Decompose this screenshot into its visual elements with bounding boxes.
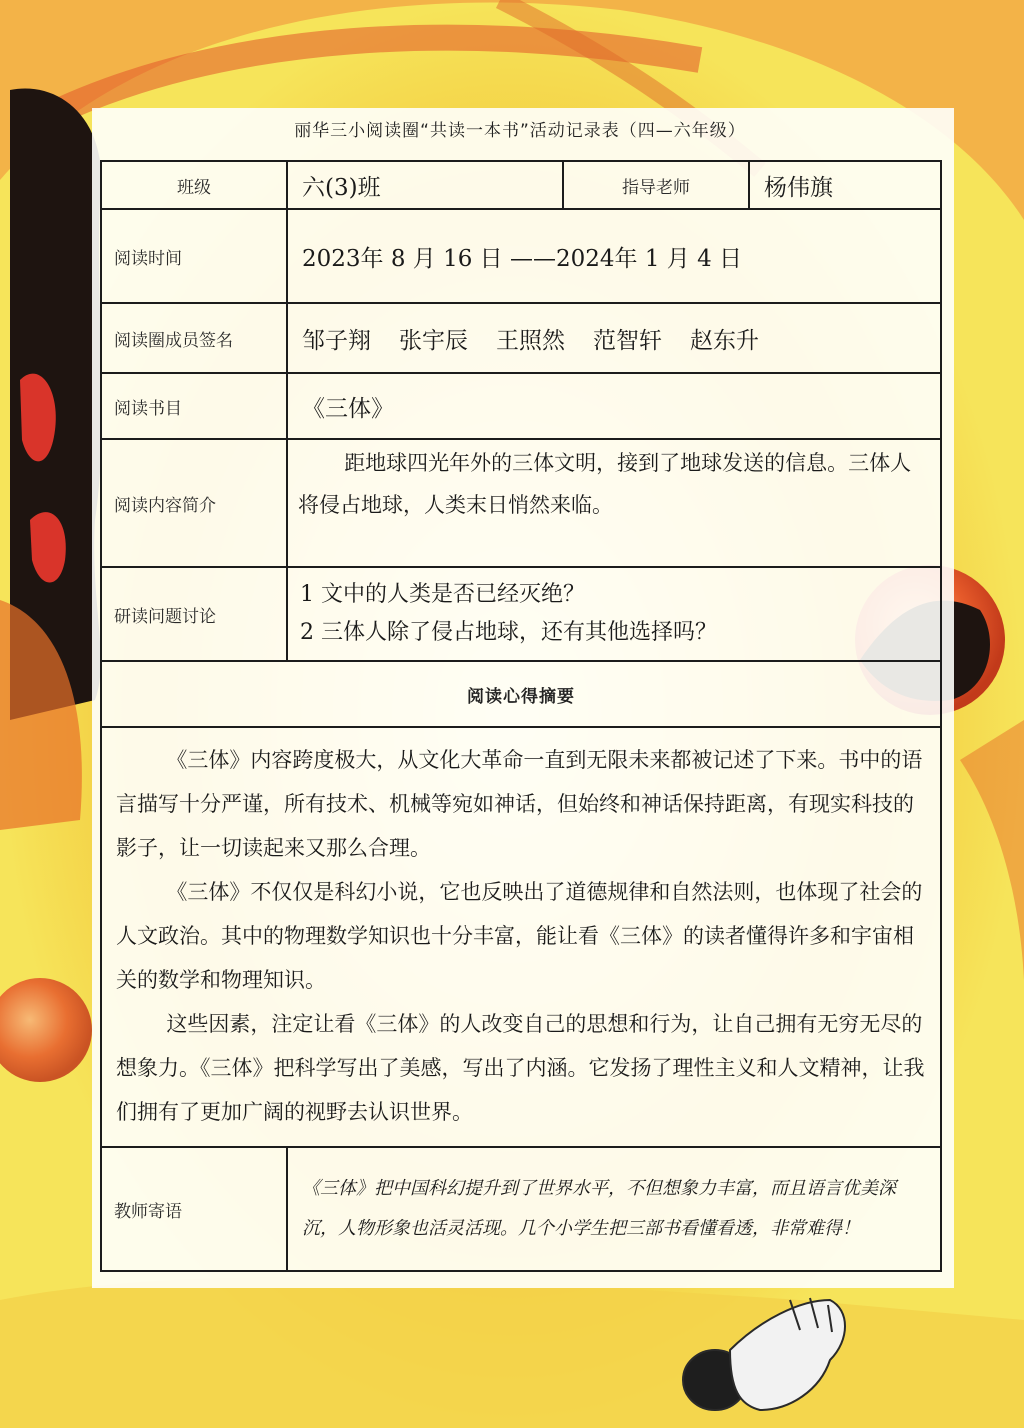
member-signatures bbox=[287, 303, 941, 373]
question-item: 1 文中的人类是否已经灭绝？ bbox=[300, 582, 585, 607]
reflection-paragraph: 《三体》内容跨度极大，从文化大革命一直到无限未来都被记述了下来。书中的语言描写十分严谨，所有技术、机械等宛如神话，但始终和神话保持距离，有现实科技的影子，让一切读起来又那么合理。 bbox=[116, 748, 923, 860]
reflection-paragraph: 这些因素，注定让看《三体》的人改变自己的思想和行为，让自己拥有无穷无尽的想象力。《三体》把科学写出了美感，写出了内涵。它发扬了理性主义和人文精神，让我们拥有了更加广阔的视野去认识世界。 bbox=[116, 1012, 925, 1124]
row-members bbox=[101, 303, 941, 373]
form-title: 丽华三小阅读圈“共读一本书”活动记录表（四—六年级） bbox=[294, 121, 746, 141]
class-label: 班级 bbox=[101, 161, 287, 209]
row-time bbox=[101, 209, 941, 303]
book-title: 《三体》 bbox=[287, 373, 941, 439]
book-label: 阅读书目 bbox=[101, 373, 287, 439]
activity-record-table bbox=[100, 160, 942, 1272]
reflection-text bbox=[101, 727, 941, 1147]
row-summary bbox=[101, 439, 941, 567]
member-signature: 赵东升 bbox=[690, 327, 759, 354]
teacher-name: 杨伟旗 bbox=[749, 161, 941, 209]
members-label: 阅读圈成员签名 bbox=[101, 303, 287, 373]
row-teacher-comment bbox=[101, 1147, 941, 1271]
member-signature: 范智轩 bbox=[593, 327, 662, 354]
teacher-comment-label: 教师寄语 bbox=[101, 1147, 287, 1271]
member-signature: 张宇辰 bbox=[399, 327, 468, 354]
class-value: 六(3)班 bbox=[287, 161, 563, 209]
question-item: 2 三体人除了侵占地球，还有其他选择吗？ bbox=[300, 620, 717, 645]
member-signature: 邹子翔 bbox=[302, 327, 371, 354]
summary-text: 距地球四光年外的三体文明，接到了地球发送的信息。三体人将侵占地球，人类末日悄然来临。 bbox=[287, 439, 941, 567]
teacher-comment-text: 《三体》把中国科幻提升到了世界水平，不但想象力丰富，而且语言优美深沉，人物形象也活灵活现。几个小学生把三部书看懂看透，非常难得！ bbox=[287, 1147, 941, 1271]
questions-label: 研读问题讨论 bbox=[101, 567, 287, 661]
teacher-label: 指导老师 bbox=[563, 161, 749, 209]
time-label: 阅读时间 bbox=[101, 209, 287, 303]
member-signature: 王照然 bbox=[496, 327, 565, 354]
row-book bbox=[101, 373, 941, 439]
questions-list bbox=[287, 567, 941, 661]
row-reflection-header bbox=[101, 661, 941, 727]
row-questions bbox=[101, 567, 941, 661]
summary-label: 阅读内容简介 bbox=[101, 439, 287, 567]
reflection-paragraph: 《三体》不仅仅是科幻小说，它也反映出了道德规律和自然法则，也体现了社会的人文政治。其中的物理数学知识也十分丰富，能让看《三体》的读者懂得许多和宇宙相关的数学和物理知识。 bbox=[116, 880, 923, 992]
row-reflection bbox=[101, 727, 941, 1147]
reading-time-value: 2023年 8 月 16 日 ——2024年 1 月 4 日 bbox=[287, 209, 941, 303]
reflection-header: 阅读心得摘要 bbox=[101, 661, 941, 727]
row-class bbox=[101, 161, 941, 209]
